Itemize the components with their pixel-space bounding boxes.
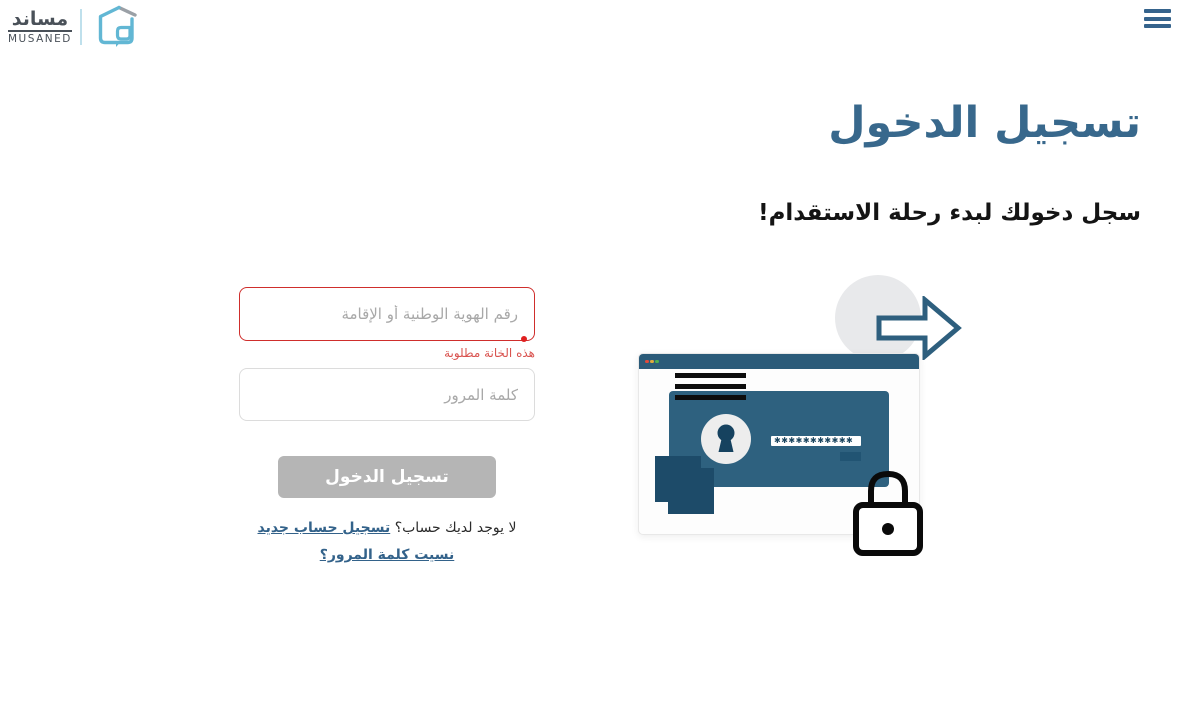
hamburger-bar bbox=[1144, 9, 1171, 13]
padlock-icon bbox=[850, 466, 926, 562]
page-title: تسجيل الدخول bbox=[828, 98, 1141, 148]
forgot-password-row bbox=[239, 547, 535, 563]
login-illustration bbox=[633, 270, 968, 565]
musaned-house-icon bbox=[90, 2, 140, 52]
text-line-graphic bbox=[675, 373, 746, 378]
musaned-logo[interactable] bbox=[8, 2, 140, 52]
text-line-graphic bbox=[675, 395, 746, 400]
window-dot-red bbox=[645, 360, 649, 364]
page-subtitle: سجل دخولك لبدء رحلة الاستقدام! bbox=[758, 200, 1141, 226]
logo-text-english: MUSANED bbox=[8, 33, 72, 46]
login-submit-button[interactable]: تسجيل الدخول bbox=[278, 456, 496, 498]
keyhole-icon bbox=[701, 414, 751, 464]
hamburger-bar bbox=[1144, 24, 1171, 28]
mini-button-graphic bbox=[840, 452, 861, 461]
decor-square bbox=[668, 468, 714, 514]
national-id-input[interactable] bbox=[240, 288, 534, 340]
national-id-field[interactable] bbox=[239, 287, 535, 341]
hamburger-menu-icon[interactable] bbox=[1144, 9, 1171, 32]
password-input[interactable] bbox=[240, 369, 534, 420]
register-row bbox=[239, 520, 535, 536]
no-account-text: لا يوجد لديك حساب؟ bbox=[394, 520, 517, 536]
register-new-account-link[interactable]: تسجيل حساب جديد bbox=[257, 520, 391, 536]
logo-text-arabic: مساند bbox=[8, 9, 72, 33]
password-field[interactable] bbox=[239, 368, 535, 421]
forgot-password-link[interactable]: نسيت كلمة المرور؟ bbox=[319, 547, 455, 563]
window-dot-yellow bbox=[650, 360, 654, 364]
browser-title-bar bbox=[639, 354, 919, 369]
hamburger-bar bbox=[1144, 17, 1171, 21]
logo-wordmark bbox=[8, 9, 72, 46]
error-dot bbox=[521, 336, 527, 342]
logo-divider bbox=[80, 9, 82, 45]
masked-password-graphic: ✱✱✱✱✱✱✱✱✱✱✱ bbox=[771, 436, 861, 446]
window-dot-green bbox=[655, 360, 659, 364]
text-line-graphic bbox=[675, 384, 746, 389]
id-field-error-message: هذه الخانة مطلوبة bbox=[444, 346, 535, 360]
